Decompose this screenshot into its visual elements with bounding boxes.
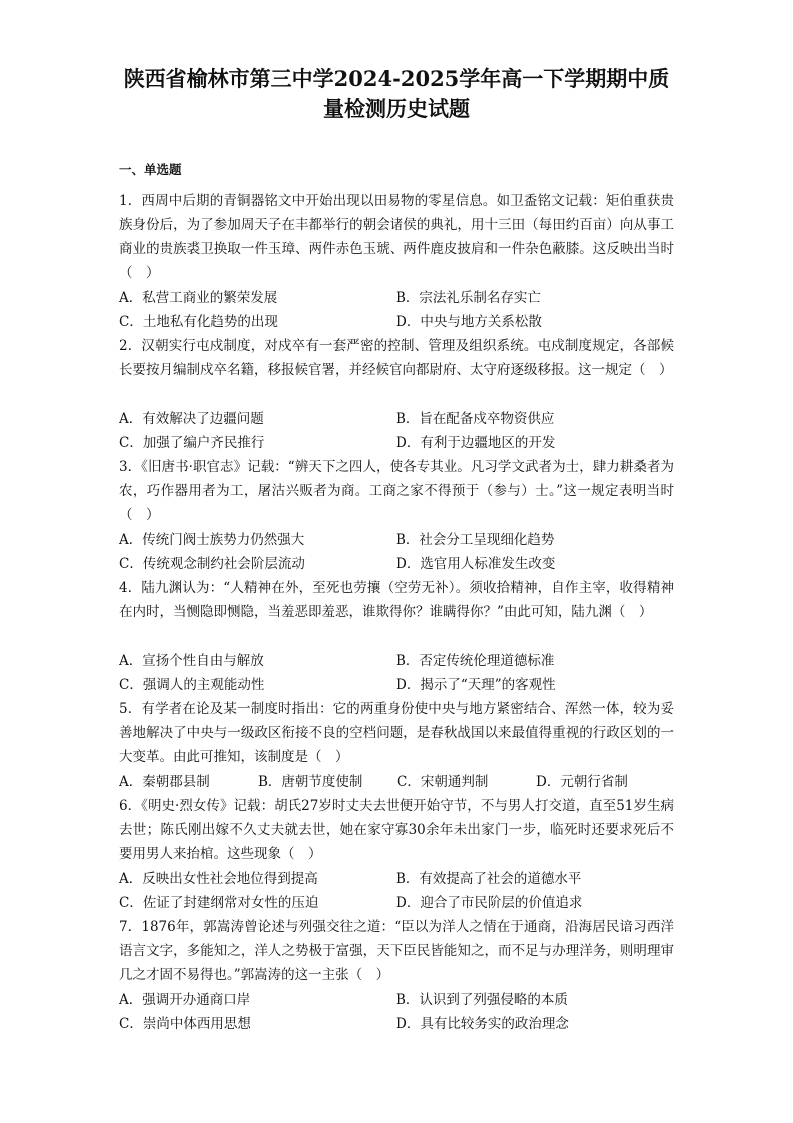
question-3-option-b: B．社会分工呈现细化趋势 bbox=[396, 532, 555, 548]
question-1-option-a: A．私营工商业的繁荣发展 bbox=[119, 290, 278, 306]
question-5-stem: 5．有学者在论及某一制度时指出：它的两重身份使中央与地方紧密结合、浑然一体，较为妥善地解决了中央与一级政区衔接不良的空档问题，是春秋战国以来最值得重视的行政区划的一大变革。由此可推知，该制度是（ ） bbox=[119, 701, 674, 765]
question-1-stem: 1．西周中后期的青铜器铭文中开始出现以田易物的零星信息。如卫盉铭文记载：矩伯重获贵族身份后，为了参加周天子在丰都举行的朝会诸侯的典礼，用十三田（每田约百亩）向从事工商业的贵族裘卫换取一件玉璋、两件赤色玉琥、两件鹿皮披肩和一件杂色蔽膝。这反映出当时（ ） bbox=[119, 193, 674, 281]
question-2-option-a: A．有效解决了边疆问题 bbox=[119, 411, 264, 427]
question-6-option-c: C．佐证了封建纲常对女性的压迫 bbox=[119, 895, 319, 911]
question-5-option-c: C．宋朝通判制 bbox=[397, 774, 489, 790]
question-6-option-b: B．有效提高了社会的道德水平 bbox=[396, 871, 582, 887]
question-1-option-d: D．中央与地方关系松散 bbox=[396, 314, 542, 330]
question-6-option-a: A．反映出女性社会地位得到提高 bbox=[119, 871, 318, 887]
question-4-option-d: D．揭示了“天理”的客观性 bbox=[396, 677, 556, 693]
question-2-stem: 2．汉朝实行屯戍制度，对戍卒有一套严密的控制、管理及组织系统。屯戍制度规定，各部候长要按月编制戍卒名籍，移报候官署，并经候官向都尉府、太守府逐级移报。这一规定（ ） bbox=[119, 338, 674, 378]
question-1-option-c: C．土地私有化趋势的出现 bbox=[119, 314, 278, 330]
question-7-stem: 7．1876年，郭嵩涛曾论述与列强交往之道：“臣以为洋人之情在于通商，沿海居民谙习西洋语言文字，多能知之，洋人之势极于富强，天下臣民皆能知之，而不足与办理洋务，则明理审几之才固不易得也。”郭嵩涛的这一主张（ ） bbox=[119, 919, 674, 983]
question-4-stem: 4．陆九渊认为：“人精神在外，至死也劳攘（空劳无补）。须收拾精神，自作主宰，收得精神在内时，当恻隐即恻隐，当羞恶即羞恶，谁欺得你？谁瞒得你？”由此可知，陆九渊（ ） bbox=[119, 580, 674, 620]
question-2-option-d: D．有利于边疆地区的开发 bbox=[396, 435, 556, 451]
question-5-option-b: B．唐朝节度使制 bbox=[258, 774, 363, 790]
question-6-option-d: D．迎合了市民阶层的价值追求 bbox=[396, 895, 583, 911]
question-5-option-d: D．元朝行省制 bbox=[536, 774, 628, 790]
question-4-option-b: B．否定传统伦理道德标准 bbox=[396, 653, 555, 669]
question-2-option-c: C．加强了编户齐民推行 bbox=[119, 435, 265, 451]
question-7-option-c: C．崇尚中体西用思想 bbox=[119, 1016, 251, 1032]
document-title bbox=[100, 64, 693, 124]
question-7-option-b: B．认识到了列强侵略的本质 bbox=[396, 992, 568, 1008]
question-3-stem: 3．《旧唐书·职官志》记载：“辨天下之四人，使各专其业。凡习学文武者为士，肆力耕桑者为农，巧作器用者为工，屠沽兴贩者为商。工商之家不得预于（参与）士。”这一规定表明当时（ ） bbox=[119, 459, 674, 523]
question-3-option-d: D．选官用人标准发生改变 bbox=[396, 556, 556, 572]
question-1-option-b: B．宗法礼乐制名存实亡 bbox=[396, 290, 541, 306]
question-6-stem: 6．《明史·烈女传》记载：胡氏27岁时丈夫去世便开始守节，不与男人打交道，直至51岁生病去世；陈氏刚出嫁不久丈夫就去世，她在家守寡30余年未出家门一步，临死时还要求死后不要用男人来抬棺。这些现象（ ） bbox=[119, 798, 674, 862]
question-3-option-c: C．传统观念制约社会阶层流动 bbox=[119, 556, 305, 572]
question-7-option-a: A．强调开办通商口岸 bbox=[119, 992, 251, 1008]
section-heading: 一、单选题 bbox=[119, 162, 182, 177]
question-5-option-a: A．秦朝郡县制 bbox=[119, 774, 210, 790]
question-2-option-b: B．旨在配备戍卒物资供应 bbox=[396, 411, 555, 427]
title-line-1: 陕西省榆林市第三中学2024-2025学年高一下学期期中质 bbox=[123, 66, 670, 91]
question-3-option-a: A．传统门阀士族势力仍然强大 bbox=[119, 532, 305, 548]
question-4-option-a: A．宣扬个性自由与解放 bbox=[119, 653, 264, 669]
question-7-option-d: D．具有比较务实的政治理念 bbox=[396, 1016, 569, 1032]
question-4-option-c: C．强调人的主观能动性 bbox=[119, 677, 265, 693]
title-line-2: 量检测历史试题 bbox=[323, 96, 470, 121]
